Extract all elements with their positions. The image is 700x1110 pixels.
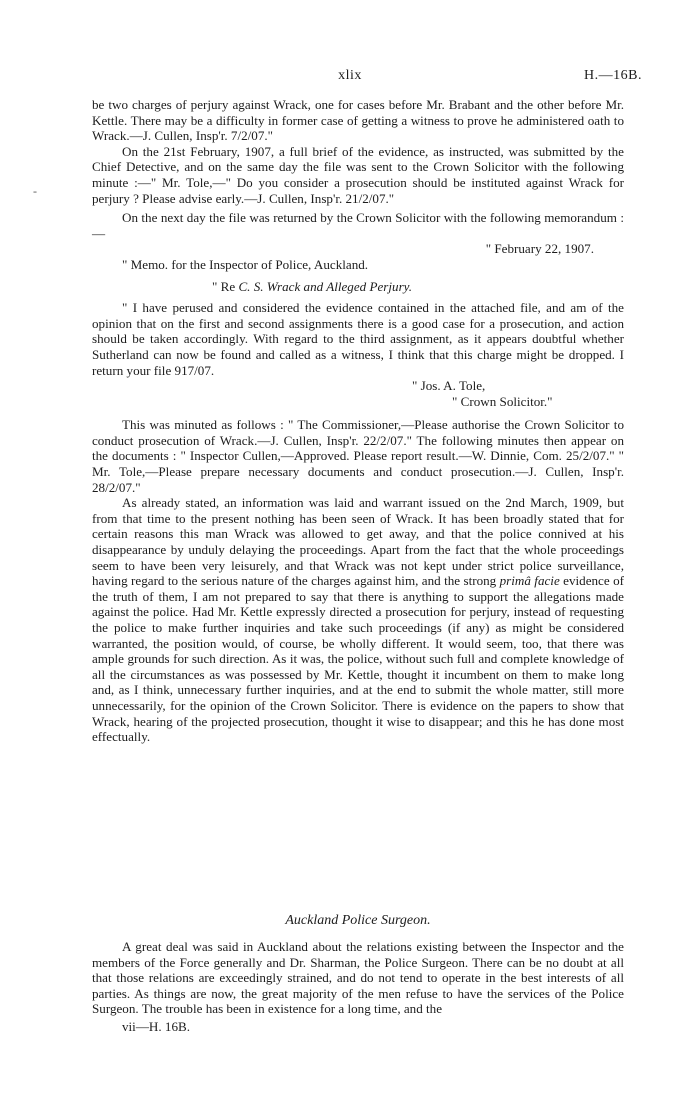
paragraph-5-italic: primâ facie — [499, 573, 560, 589]
signature-name: " Jos. A. Tole, — [412, 378, 486, 394]
paragraph-3: On the next day the file was returned by the Crown Solicitor with the following memorandum :— — [92, 210, 624, 241]
paragraph-2: On the 21st February, 1907, a full brief of the evidence, as instructed, was submitted by the Chief Detective, and on the same day the file was sent to the Crown Solicitor with the following minute :—" Mr. Tole,—" Do you consider a prosecution should be instituted against Wrack for perjury ? Please advise early.—J. Cullen, Insp'r. 21/2/07." — [92, 143, 624, 206]
memo-date: " February 22, 1907. — [485, 241, 594, 257]
paragraph-5-part-a: As already stated, an information was laid and warrant issued on the 2nd March, 1909, but from that time to the present nothing has been seen of Wrack. It has been broadly stated that for certain reasons this man Wrack was allowed to get away, and that the police connived at his disappearance by unduly delaying the proceedings. Apart from the fact that the whole proceedings seem to have been very leisurely, and that Wrack was not kept under strict police surveillance, having regard to the serious nature of the charges against him, and the strong — [92, 495, 624, 589]
page-number: xlix — [338, 68, 362, 83]
paragraph-6: A great deal was said in Auckland about the relations existing between the Inspector and the members of the Force generally and Dr. Sharman, the Police Surgeon. There can be no doubt at all that those relations are exceedingly strained, and do not tend to operate in the best interests of all parties. As things are now, the great majority of the men refuse to have the services of the Police Surgeon. The trouble has been in existence for a long time, and the — [92, 939, 624, 1017]
paper-reference: H.—16B. — [584, 68, 642, 83]
memo-body: " I have perused and considered the evidence contained in the attached file, and am of the opinion that on the first and second assignments there is a good case for a prosecution, and action should be taken accordingly. With regard to the third assignment, as it appears doubtful whether Sutherland can now be found and called as a witness, I think that this charge might be dropped. I return your file 917/07. — [92, 300, 624, 378]
memo-subject-prefix: " Re — [212, 278, 239, 294]
paragraph-5-part-b: evidence of the truth of them, I am not prepared to say that there is anything to support the allegations made against the police. Had Mr. Kettle expressly directed a prosecution for perjury, instead of requesting the police to make further inquiries and take such proceedings (if any) as might be considered warranted, the position would, of course, be wholly different. It would seem, too, that there was ample grounds for such direction. As it was, the police, without such full and complete knowledge of all the circumstances as was possessed by Mr. Kettle, thought it incumbent on them to make long and, as I think, unnecessary further inquiries, and at the end to submit the whole matter, still more unnecessarily, for the opinion of the Crown Solicitor. There is evidence on the papers to show that Wrack, hearing of the projected prosecution, thought it wise to disappear; and this he has done most effectually. — [92, 573, 624, 745]
signature-mark: vii—H. 16B. — [122, 1018, 191, 1034]
signature-title: " Crown Solicitor." — [452, 393, 553, 409]
page-body — [92, 97, 624, 745]
memo-addressee: " Memo. for the Inspector of Police, Auckland. — [122, 256, 369, 272]
paragraph-1: be two charges of perjury against Wrack, one for cases before Mr. Brabant and the other before Mr. Kettle. There may be a difficulty in former case of getting a witness to prove he administered oath to Wrack.—J. Cullen, Insp'r. 7/2/07." — [92, 97, 624, 144]
paragraph-4: This was minuted as follows : " The Commissioner,—Please authorise the Crown Solicitor to conduct prosecution of Wrack.—J. Cullen, Insp'r. 22/2/07." The following minutes then appear on the documents : " Inspector Cullen,—Approved. Please report result.—W. Dinnie, Com. 25/2/07." " Mr. Tole,—Please prepare necessary documents and conduct prosecution.—J. Cullen, Insp'r. 28/2/07." — [92, 417, 624, 495]
section-heading: Auckland Police Surgeon. — [285, 913, 431, 928]
margin-mark: - — [33, 184, 37, 198]
paragraph-5 — [92, 495, 624, 745]
memo-subject-title: C. S. Wrack and Alleged Perjury. — [238, 278, 413, 294]
memo-subject — [92, 279, 624, 295]
section-body — [92, 939, 624, 1035]
